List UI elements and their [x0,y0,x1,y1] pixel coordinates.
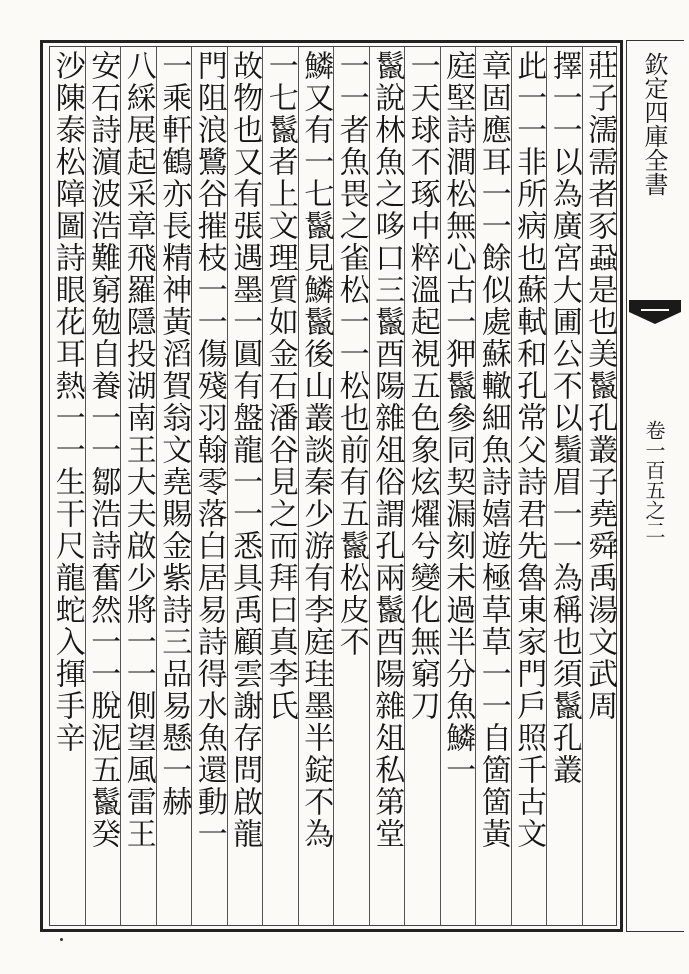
text-column: 安石詩濵波浩難窮勉自養一一鄒浩詩奮然一一脫泥五鬣癸 [85,50,121,850]
fishtail-ornament-icon [627,298,683,326]
ink-spot [60,938,63,941]
text-column: 沙陳泰松障圖詩眼花耳熱一一生干尺龍蛇入揮手辛 [49,50,85,754]
text-column: 鱗又有一七鬣見鱗鬣後山叢談秦少游有李庭珪墨半錠不為 [298,50,334,850]
text-column: 一七鬣者上文理質如金石潘谷見之而拜曰真李氏 [262,50,298,722]
text-column: 一天球不琢中粹溫起視五色象炫燿兮變化無窮刀 [404,50,440,722]
text-column: 擇一一以為廣宮大圃公不以鬚眉一一為稱也須鬣孔叢 [546,50,582,786]
library-title: 欽定四庫全書 [640,52,668,196]
volume-label: 卷一百五之二 [642,420,666,540]
text-column: 八綵展起采章飛羅隱投湖南王大夫啟少將一一側望風雷王 [120,50,156,850]
text-column: 一乘軒鶴亦長精神黃滔賀翁文堯賜金紫詩三品易懸一赫 [156,50,192,818]
text-column: 此一一非所病也蘇軾和孔常父詩君先魯東家門戶照千古文 [511,50,547,850]
text-column: 門阻浪鷺谷摧枝一一傷殘羽翰零落白居易詩得水魚還動一 [191,50,227,850]
text-column: 莊子濡需者豕蝨是也美鬣孔叢子堯舜禹湯文武周 [582,50,618,722]
text-column: 章固應耳一一餘似處蘇轍細魚詩嬉遊極草草一一自箇箇黃 [475,50,511,850]
text-column: 故物也又有張遇墨一圓有盤龍一一悉具禹顧雲謝存問啟龍 [227,50,263,850]
text-column: 鬣說林魚之哆口三鬣酉陽雜俎俗謂孔兩鬣酉陽雜俎私第堂 [369,50,405,850]
text-column: 庭堅詩澗松無心古一狎鬣參同契漏刻未過半分魚鱗一 [440,50,476,786]
text-column: 一一者魚畏之雀松一一松也前有五鬣松皮不 [333,50,369,658]
